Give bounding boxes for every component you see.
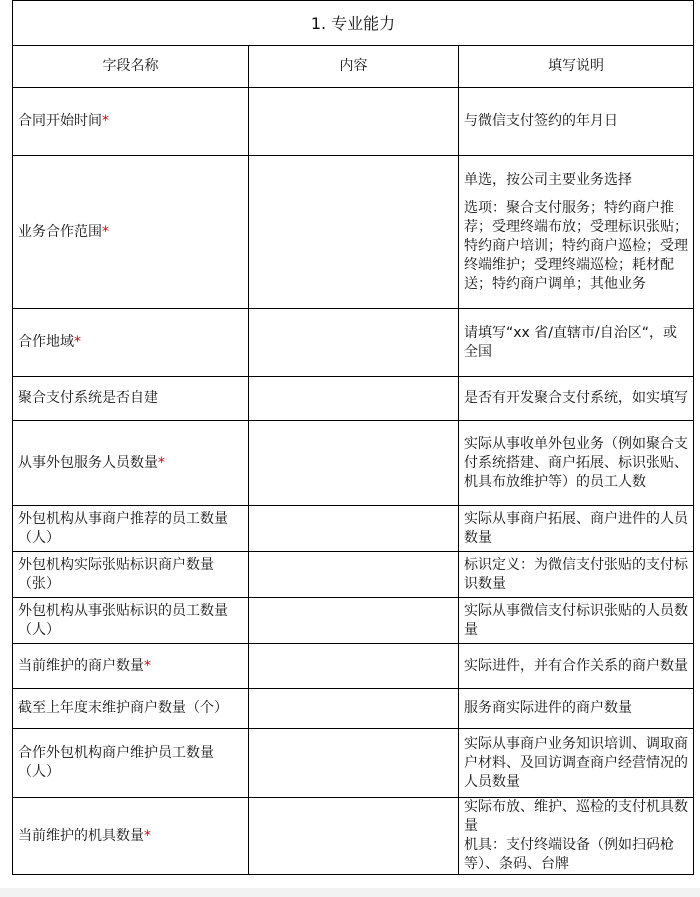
- field-name-label: 外包机构从事商户推荐的员工数量（人）: [18, 510, 228, 546]
- table-row: [13, 644, 694, 689]
- section-title: 1. 专业能力: [13, 1, 694, 46]
- field-name-cell: [13, 377, 249, 421]
- content-input-cell[interactable]: [249, 729, 459, 798]
- table-row: [13, 506, 694, 552]
- required-asterisk: *: [144, 657, 151, 674]
- table-header-row: [13, 46, 694, 88]
- table-row: [13, 552, 694, 598]
- field-name-cell: [13, 798, 249, 875]
- content-input-cell[interactable]: [249, 377, 459, 421]
- instructions-cell: [459, 729, 694, 798]
- table-row: [13, 88, 694, 156]
- instruction-text: 实际从事商户业务知识培训、调取商户材料、及回访调查商户经营情况的人员数量: [464, 735, 688, 790]
- content-input-cell[interactable]: [249, 689, 459, 729]
- content-input-cell[interactable]: [249, 88, 459, 156]
- field-name-label: 合作外包机构商户维护员工数量（人）: [18, 745, 214, 780]
- instructions-cell: [459, 689, 694, 729]
- instruction-text: 单选，按公司主要业务选择: [464, 171, 632, 188]
- instruction-text: 实际进件，并有合作关系的商户数量: [464, 657, 688, 674]
- field-name-label: 合同开始时间: [18, 113, 102, 129]
- instruction-text: 请填写“xx 省/直辖市/自治区“，或全国: [464, 324, 677, 360]
- professional-ability-table: [12, 0, 694, 875]
- field-name-cell: [13, 689, 249, 729]
- content-input-cell[interactable]: [249, 598, 459, 644]
- header-instructions: 填写说明: [459, 46, 694, 88]
- content-input-cell[interactable]: [249, 506, 459, 552]
- table-row: [13, 156, 694, 309]
- content-input-cell[interactable]: [249, 309, 459, 377]
- table-row: [13, 689, 694, 729]
- instructions-cell: [459, 552, 694, 598]
- table-row: [13, 798, 694, 875]
- field-name-label: 从事外包服务人员数量: [18, 454, 158, 471]
- field-name-cell: [13, 644, 249, 689]
- field-name-label: 当前维护的商户数量: [18, 657, 144, 674]
- instructions-cell: [459, 644, 694, 689]
- instructions-cell: [459, 598, 694, 644]
- instructions-cell: [459, 377, 694, 421]
- instruction-text: 选项：聚合支付服务；特约商户推荐；受理终端布放；受理标识张贴；特约商户培训；特约商户巡检；受理终端维护；受理终端巡检；耗材配送；特约商户调单；其他业务: [464, 199, 688, 292]
- required-asterisk: *: [144, 827, 151, 844]
- content-input-cell[interactable]: [249, 798, 459, 875]
- content-input-cell[interactable]: [249, 156, 459, 309]
- required-asterisk: *: [102, 113, 109, 129]
- instruction-text: 服务商实际进件的商户数量: [464, 700, 632, 716]
- instructions-cell: [459, 88, 694, 156]
- instructions-cell: [459, 309, 694, 377]
- instruction-text: 实际从事收单外包业务（例如聚合支付系统搭建、商户拓展、标识张贴、机具布放维护等）的员工人数: [464, 435, 688, 490]
- instruction-text: 与微信支付签约的年月日: [464, 113, 618, 129]
- instruction-text: 机具：支付终端设备（例如扫码枪等）、条码、台牌: [464, 837, 674, 872]
- instructions-cell: [459, 156, 694, 309]
- table-row: [13, 421, 694, 506]
- field-name-cell: [13, 309, 249, 377]
- required-asterisk: *: [158, 454, 165, 471]
- field-name-cell: [13, 729, 249, 798]
- instructions-cell: [459, 421, 694, 506]
- instruction-text: 实际从事微信支付标识张贴的人员数量: [464, 602, 688, 638]
- field-name-cell: [13, 598, 249, 644]
- instructions-cell: [459, 506, 694, 552]
- instructions-cell: [459, 798, 694, 875]
- content-input-cell[interactable]: [249, 552, 459, 598]
- field-name-label: 业务合作范围: [18, 223, 102, 240]
- paragraph-gap: [464, 190, 688, 199]
- content-input-cell[interactable]: [249, 421, 459, 506]
- header-field-name: 字段名称: [13, 46, 249, 88]
- instruction-text: 实际从事商户拓展、商户进件的人员数量: [464, 510, 688, 546]
- page-bottom-strip: [0, 888, 700, 897]
- required-asterisk: *: [74, 334, 81, 350]
- table-row: [13, 598, 694, 644]
- field-name-label: 外包机构从事张贴标识的员工数量（人）: [18, 602, 228, 638]
- field-name-cell: [13, 421, 249, 506]
- field-name-label: 合作地域: [18, 334, 74, 350]
- table-row: [13, 729, 694, 798]
- instruction-text: 是否有开发聚合支付系统，如实填写: [464, 390, 688, 406]
- instruction-text: 标识定义：为微信支付张贴的支付标识数量: [464, 556, 688, 592]
- field-name-cell: [13, 506, 249, 552]
- field-name-cell: [13, 156, 249, 309]
- field-name-label: 外包机构实际张贴标识商户数量（张）: [18, 556, 214, 592]
- field-name-label: 当前维护的机具数量: [18, 827, 144, 844]
- required-asterisk: *: [102, 223, 109, 240]
- field-name-label: 聚合支付系统是否自建: [18, 390, 158, 406]
- field-name-cell: [13, 88, 249, 156]
- section-title-row: [13, 1, 694, 46]
- content-input-cell[interactable]: [249, 644, 459, 689]
- field-name-cell: [13, 552, 249, 598]
- field-name-label: 截至上年度末维护商户数量（个）: [18, 700, 228, 716]
- table-row: [13, 377, 694, 421]
- table-row: [13, 309, 694, 377]
- header-content: 内容: [249, 46, 459, 88]
- instruction-text: 实际布放、维护、巡检的支付机具数量: [464, 799, 688, 834]
